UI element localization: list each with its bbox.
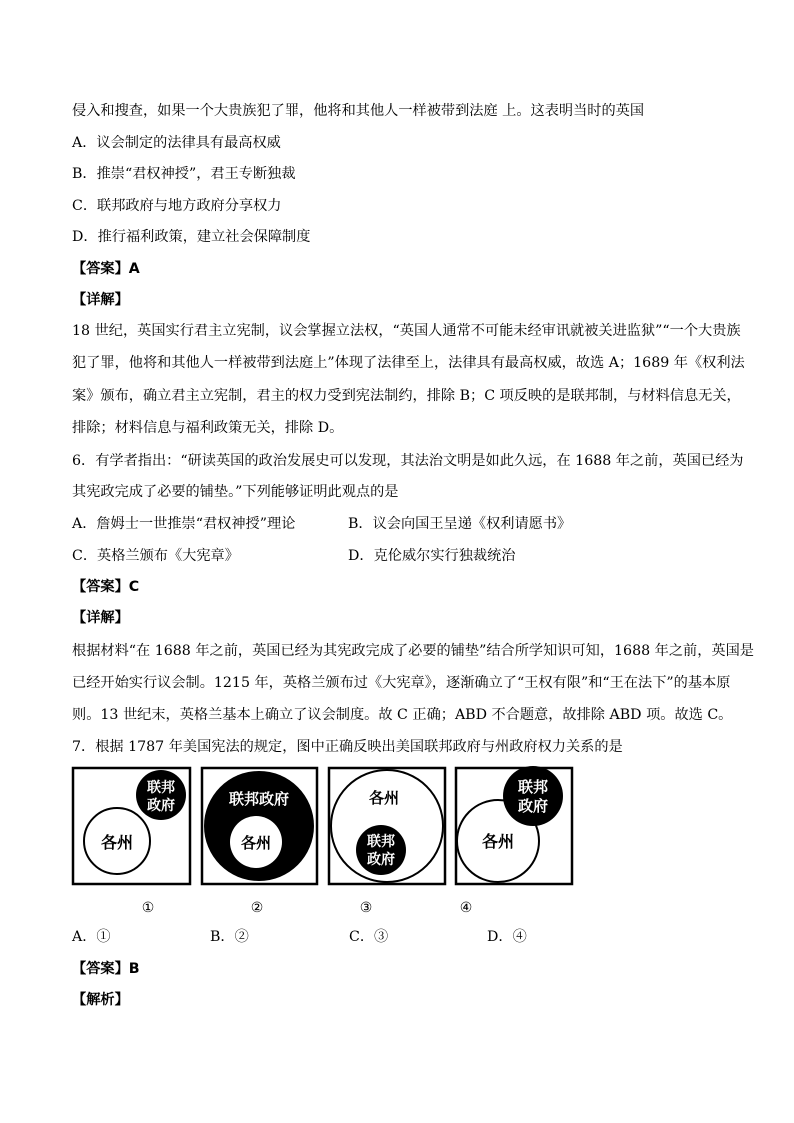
- q7-option-a: A．①: [72, 929, 111, 945]
- q7-answer: 【答案】B: [72, 961, 140, 977]
- q5-detail-line-4: 排除；材料信息与福利政策无关，排除 D。: [72, 420, 344, 436]
- q6-option-c: C．英格兰颁布《大宪章》: [72, 548, 239, 564]
- diagram-3-federal-label-2: 政府: [367, 852, 395, 868]
- diagram-3-federal-label-1: 联邦: [367, 834, 395, 850]
- q6-stem-line-2: 其宪政完成了必要的铺垫。”下列能够证明此观点的是: [72, 484, 399, 500]
- q6-detail-line-1: 根据材料“在 1688 年之前，英国已经为其宪政完成了必要的铺垫”结合所学知识可知，1688 年之前，英国是: [72, 643, 754, 659]
- diagram-2: [202, 768, 317, 884]
- q6-detail-title: 【详解】: [72, 610, 129, 626]
- q5-detail-line-1: 18 世纪，英国实行君主立宪制，议会掌握立法权，“英国人通常不可能未经审讯就被关进监狱”“一个大贵族: [72, 323, 741, 339]
- caption-1: ①: [141, 900, 155, 916]
- diagram-4-states-label: 各州: [481, 832, 515, 851]
- q5-detail-line-3: 案》颁布，确立君主立宪制，君主的权力受到宪法制约，排除 B；C 项反映的是联邦制，与材料信息无关，: [72, 388, 741, 404]
- diagram-1-federal-label-2: 政府: [147, 798, 175, 814]
- q7-option-c: C．③: [349, 929, 389, 945]
- q6-option-b: B．议会向国王呈递《权利请愿书》: [348, 516, 572, 532]
- q6-detail-line-3: 则。13 世纪末，英格兰基本上确立了议会制度。故 C 正确；ABD 不合题意，故排除 ABD 项。故选 C。: [72, 707, 733, 723]
- q6-option-a: A．詹姆士一世推崇“君权神授”理论: [72, 516, 296, 532]
- diagram-1: [73, 768, 190, 884]
- caption-3: ③: [359, 900, 373, 916]
- q5-option-a: A．议会制定的法律具有最高权威: [72, 135, 281, 151]
- q7-option-d: D．④: [487, 929, 527, 945]
- caption-2: ②: [250, 900, 264, 916]
- q6-stem-line-1: 6．有学者指出：“研读英国的政治发展史可以发现，其法治文明是如此久远，在 1688 年之前，英国已经为: [72, 453, 744, 469]
- q5-option-c: C．联邦政府与地方政府分享权力: [72, 198, 282, 214]
- q5-detail-line-2: 犯了罪，他将和其他人一样被带到法庭上”体现了法律至上，法律具有最高权威，故选 A；1689 年《权利法: [72, 355, 745, 371]
- diagram-4-federal-label-2: 政府: [517, 797, 549, 815]
- diagram-1-federal-label-1: 联邦: [147, 780, 175, 796]
- diagram-1-states-label: 各州: [100, 833, 134, 852]
- q7-option-b: B．②: [210, 929, 249, 945]
- q6-detail-line-2: 已经开始实行议会制。1215 年，英格兰颁布过《大宪章》，逐渐确立了“王权有限”和“王在法下”的基本原: [72, 675, 731, 691]
- diagram-4-federal-label-1: 联邦: [517, 778, 549, 796]
- q7-analysis-title: 【解析】: [72, 992, 129, 1008]
- q6-option-d: D．克伦威尔实行独裁统治: [348, 548, 516, 564]
- q5-option-b: B．推崇“君权神授”，君王专断独裁: [72, 166, 296, 182]
- q5-answer: 【答案】A: [72, 261, 140, 277]
- q5-option-d: D．推行福利政策，建立社会保障制度: [72, 229, 311, 245]
- q7-stem: 7．根据 1787 年美国宪法的规定，图中正确反映出美国联邦政府与州政府权力关系的是: [72, 739, 623, 755]
- caption-4: ④: [459, 900, 473, 916]
- q5-stem-end: 侵入和搜查，如果一个大贵族犯了罪，他将和其他人一样被带到法庭 上。这表明当时的英国: [72, 103, 645, 119]
- q6-answer: 【答案】C: [72, 579, 140, 595]
- diagram-4-federal-circle: [503, 766, 563, 826]
- diagram-2-federal-label: 联邦政府: [228, 790, 290, 808]
- diagram-4: [456, 766, 572, 884]
- diagram-3-states-label: 各州: [368, 789, 400, 807]
- q5-detail-title: 【详解】: [72, 292, 129, 308]
- diagram-2-states-label: 各州: [240, 834, 272, 852]
- diagram-3: [329, 768, 445, 884]
